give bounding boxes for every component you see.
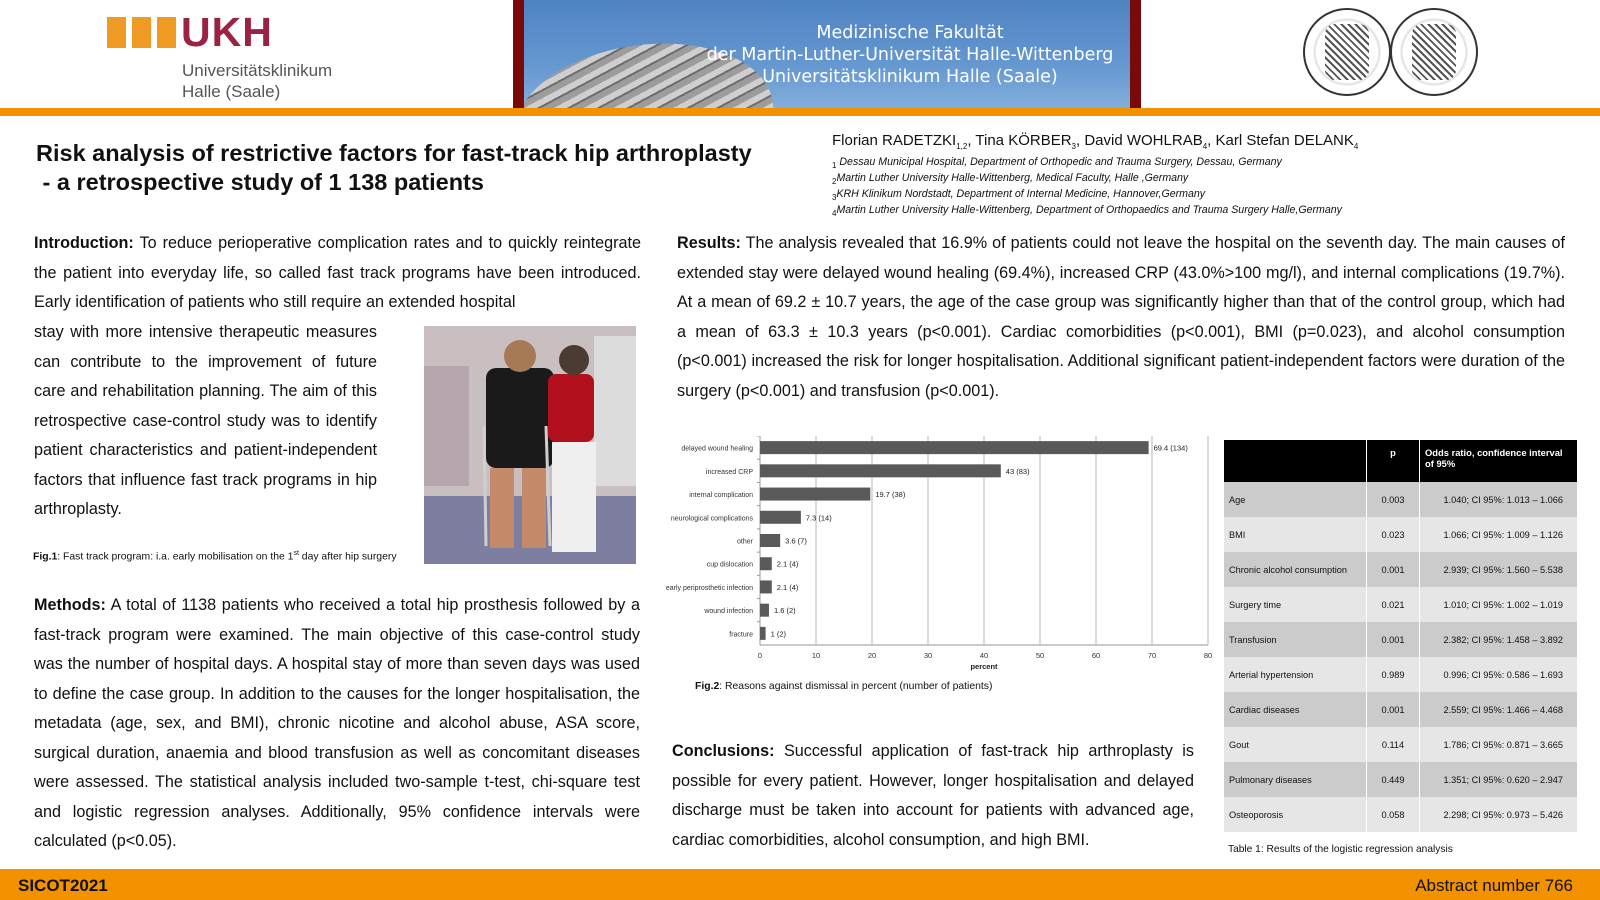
table-cell-odds-ratio: 2.939; CI 95%: 1.560 – 5.538 <box>1420 552 1578 587</box>
table-cell-factor: Age <box>1224 482 1367 517</box>
methods-text: A total of 1138 patients who received a total hip prosthesis followed by a fast-track program were examined. The main objective of this case-control study was the number of hospital days. A hospital stay of more than seven days was used to define the case group. In addition to the causes for the longer hospitalisation, the metadata (age, sex, and BMI), chronic nicotine and alcohol abuse, ASA score, surgical duration, anaemia and blood transfusion as well as concomitant diseases were assessed. The statistical analysis included two-sample t-test, chi-square test and logistic regression analyses. Additionally, 95% confidence intervals were calculated (p<0.05). <box>34 596 640 850</box>
data-label: 7.3 (14) <box>805 513 832 523</box>
methods-heading: Methods: <box>34 596 106 614</box>
university-seal-left <box>1303 8 1391 96</box>
x-tick-label: 60 <box>1091 651 1101 660</box>
table-cell-p: 0.001 <box>1367 692 1420 727</box>
table-row <box>1224 762 1578 797</box>
fig1-label: Fig.1 <box>33 551 58 563</box>
introduction-text-narrow: stay with more intensive therapeutic measures can contribute to the improvement of future care and rehabilitation planning. The aim of this retrospective case-control study was to identify patient characteristics and patient-independent factors that influence fast track programs in hip arthroplasty. <box>34 323 377 518</box>
author-block <box>832 132 1358 220</box>
table-header-p: p <box>1367 440 1420 482</box>
author: Karl Stefan $DELANK_4$ <box>1215 132 1359 151</box>
y-category-label: neurological complications <box>670 515 753 523</box>
author-list <box>832 132 1358 151</box>
table-cell-p: 0.023 <box>1367 517 1420 552</box>
table-cell-p: 0.989 <box>1367 657 1420 692</box>
data-label: 3.6 (7) <box>785 536 807 546</box>
data-label: 1.6 (2) <box>773 606 796 616</box>
table-cell-factor: Osteoporosis <box>1224 797 1367 832</box>
bar-chart-svg <box>648 436 1218 686</box>
table-caption: Table 1: Results of the logistic regression analysis <box>1228 844 1453 855</box>
bar <box>760 464 1001 477</box>
ukh-logo-subtitle <box>182 60 332 102</box>
table-cell-factor: Cardiac diseases <box>1224 692 1367 727</box>
table-cell-factor: Transfusion <box>1224 622 1367 657</box>
x-tick-label: 50 <box>1035 651 1045 660</box>
affiliation: $_2$Martin Luther University Halle-Wittenberg, Medical Faculty, Halle ,Germany <box>832 172 1189 187</box>
table-header-factor <box>1224 440 1367 482</box>
university-seal-right <box>1390 8 1478 96</box>
author: Tina $KÖRBER_3$, <box>975 132 1085 151</box>
data-label: 43 (83) <box>1005 466 1030 476</box>
fig2-caption: Fig.2: Reasons against dismissal in percent (number of patients) <box>695 681 993 692</box>
conclusions-text: Successful application of fast-track hip arthroplasty is possible for every patient. However, longer hospitalisation and delayed discharge must be taken into account for patients with advanced age, cardiac comorbidities, alcohol consumption, and high BMI. <box>672 742 1194 849</box>
conference-name: SICOT2021 <box>18 876 108 895</box>
table-cell-factor: Gout <box>1224 727 1367 762</box>
table-cell-odds-ratio: 1.351; CI 95%: 0.620 – 2.947 <box>1420 762 1578 797</box>
table-row <box>1224 622 1578 657</box>
x-tick-label: 70 <box>1147 651 1157 660</box>
table-cell-p: 0.001 <box>1367 622 1420 657</box>
fig2-label: Fig.2 <box>695 681 720 692</box>
table-cell-odds-ratio: 1.786; CI 95%: 0.871 – 3.665 <box>1420 727 1578 762</box>
table-row <box>1224 552 1578 587</box>
bar <box>760 557 772 570</box>
methods-section <box>34 591 640 857</box>
table-header-odds-ratio: Odds ratio, confidence interval of 95% <box>1420 440 1578 482</box>
table-row <box>1224 797 1578 832</box>
x-tick-label: 80 <box>1203 651 1213 660</box>
banner-line3: Universitätsklinikum Halle (Saale) <box>762 67 1058 87</box>
table-cell-odds-ratio: 0.996; CI 95%: 0.586 – 1.693 <box>1420 657 1578 692</box>
introduction-heading: Introduction: <box>34 234 134 252</box>
bar <box>760 534 780 547</box>
author: Florian $RADETZKI_{1,2}$, <box>832 132 976 151</box>
table-cell-p: 0.114 <box>1367 727 1420 762</box>
conclusions-section <box>672 737 1194 855</box>
table-cell-factor: Arterial hypertension <box>1224 657 1367 692</box>
data-label: 19.7 (38) <box>875 490 906 500</box>
ukh-subtitle-line1: Universitätsklinikum <box>182 61 333 80</box>
banner-text <box>700 22 1120 88</box>
table-header-row <box>1224 440 1578 482</box>
table-cell-odds-ratio: 1.040; CI 95%: 1.013 – 1.066 <box>1420 482 1578 517</box>
table-cell-p: 0.003 <box>1367 482 1420 517</box>
table-cell-odds-ratio: 2.382; CI 95%: 1.458 – 3.892 <box>1420 622 1578 657</box>
title-line1: Risk analysis of restrictive factors for fast-track hip arthroplasty <box>36 140 752 166</box>
x-axis-label: percent <box>970 662 998 671</box>
bar <box>760 441 1149 454</box>
introduction-section <box>34 229 641 318</box>
table-cell-factor: Chronic alcohol consumption <box>1224 552 1367 587</box>
conclusions-heading: Conclusions: <box>672 742 775 760</box>
results-section <box>677 229 1565 406</box>
ukh-logo-bars <box>107 17 176 48</box>
table-cell-odds-ratio: 2.298; CI 95%: 0.973 – 5.426 <box>1420 797 1578 832</box>
author: David $WOHLRAB_4$, <box>1084 132 1216 151</box>
affiliation: $_1$ Dessau Municipal Hospital, Department of Orthopedic and Trauma Surgery, Dessau, Germany <box>832 156 1282 171</box>
table-cell-factor: BMI <box>1224 517 1367 552</box>
table-row <box>1224 482 1578 517</box>
fig2-bar-chart <box>648 436 1218 686</box>
table-cell-odds-ratio: 1.010; CI 95%: 1.002 – 1.019 <box>1420 587 1578 622</box>
y-category-label: early periprosthetic infection <box>665 584 753 592</box>
banner-line1: Medizinische Fakultät <box>816 23 1004 43</box>
table-cell-p: 0.021 <box>1367 587 1420 622</box>
x-tick-label: 30 <box>923 651 933 660</box>
x-tick-label: 20 <box>867 651 877 660</box>
results-heading: Results: <box>677 234 741 252</box>
table-cell-p: 0.058 <box>1367 797 1420 832</box>
table-row <box>1224 727 1578 762</box>
y-category-label: other <box>737 538 753 546</box>
introduction-text-wide: To reduce perioperative complication rates and to quickly reintegrate the patient into everyday life, so called fast track programs have been introduced. Early identification of patients who still require an extended hospital <box>34 234 641 311</box>
data-label: 69.4 (134) <box>1153 443 1188 453</box>
table-cell-p: 0.449 <box>1367 762 1420 797</box>
table-cell-factor: Surgery time <box>1224 587 1367 622</box>
data-label: 2.1 (4) <box>776 559 799 569</box>
y-category-label: increased CRP <box>705 468 753 476</box>
y-category-label: delayed wound healing <box>681 445 753 453</box>
table-row <box>1224 692 1578 727</box>
faculty-banner <box>513 0 1141 108</box>
table-row <box>1224 657 1578 692</box>
fig1-photo-mobilisation <box>424 326 636 564</box>
table-cell-p: 0.001 <box>1367 552 1420 587</box>
y-category-label: cup dislocation <box>706 561 753 569</box>
table-row <box>1224 587 1578 622</box>
y-category-label: internal complication <box>689 492 753 500</box>
table-row <box>1224 517 1578 552</box>
bar <box>760 604 769 617</box>
affiliation: $_3$KRH Klinikum Nordstadt, Department of Internal Medicine, Hannover,Germany <box>832 188 1206 203</box>
bar <box>760 511 801 524</box>
footer-bar <box>0 869 1600 900</box>
affiliation: $_4$Martin Luther University Halle-Wittenberg, Department of Orthopaedics and Trauma Surgery Halle,Germany <box>832 204 1342 219</box>
data-label: 2.1 (4) <box>776 582 799 592</box>
table-cell-odds-ratio: 1.066; CI 95%: 1.009 – 1.126 <box>1420 517 1578 552</box>
results-text: The analysis revealed that 16.9% of patients could not leave the hospital on the seventh day. The main causes of extended stay were delayed wound healing (69.4%), increased CRP (43.0%>100 mg/l), and internal complications (19.7%). At a mean of 69.2 ± 10.7 years, the age of the case group was significantly higher than that of the control group, which had a mean of 63.3 ± 10.3 years (p<0.001). Cardiac comorbidities (p<0.001), BMI (p=0.023), and alcohol consumption (p<0.001) increased the risk for longer hospitalisation. Additional significant patient-independent factors were duration of the surgery (p<0.001) and transfusion (p<0.001). <box>677 234 1565 400</box>
bar <box>760 488 870 501</box>
x-tick-label: 10 <box>811 651 821 660</box>
ukh-subtitle-line2: Halle (Saale) <box>182 82 281 101</box>
x-tick-label: 40 <box>979 651 989 660</box>
regression-table <box>1223 440 1577 832</box>
table-cell-factor: Pulmonary diseases <box>1224 762 1367 797</box>
y-category-label: wound infection <box>704 608 753 616</box>
x-tick-label: 0 <box>757 651 763 660</box>
bar <box>760 580 772 593</box>
fig1-caption: Fig.1: Fast track program: i.a. early mobilisation on the 1st day after hip surgery <box>33 550 397 563</box>
abstract-number: Abstract number 766 <box>1415 876 1573 895</box>
banner-line2: der Martin-Luther-Universität Halle-Wittenberg <box>706 45 1114 65</box>
poster-title <box>36 139 796 197</box>
ukh-logo-word: UKH <box>181 9 273 55</box>
y-category-label: fracture <box>729 631 753 639</box>
title-line2: - a retrospective study of 1 138 patients <box>36 169 484 195</box>
header-divider <box>0 108 1600 116</box>
data-label: 1 (2) <box>770 629 787 639</box>
bar <box>760 627 766 640</box>
table-cell-odds-ratio: 2.559; CI 95%: 1.466 – 4.468 <box>1420 692 1578 727</box>
header <box>0 0 1600 108</box>
